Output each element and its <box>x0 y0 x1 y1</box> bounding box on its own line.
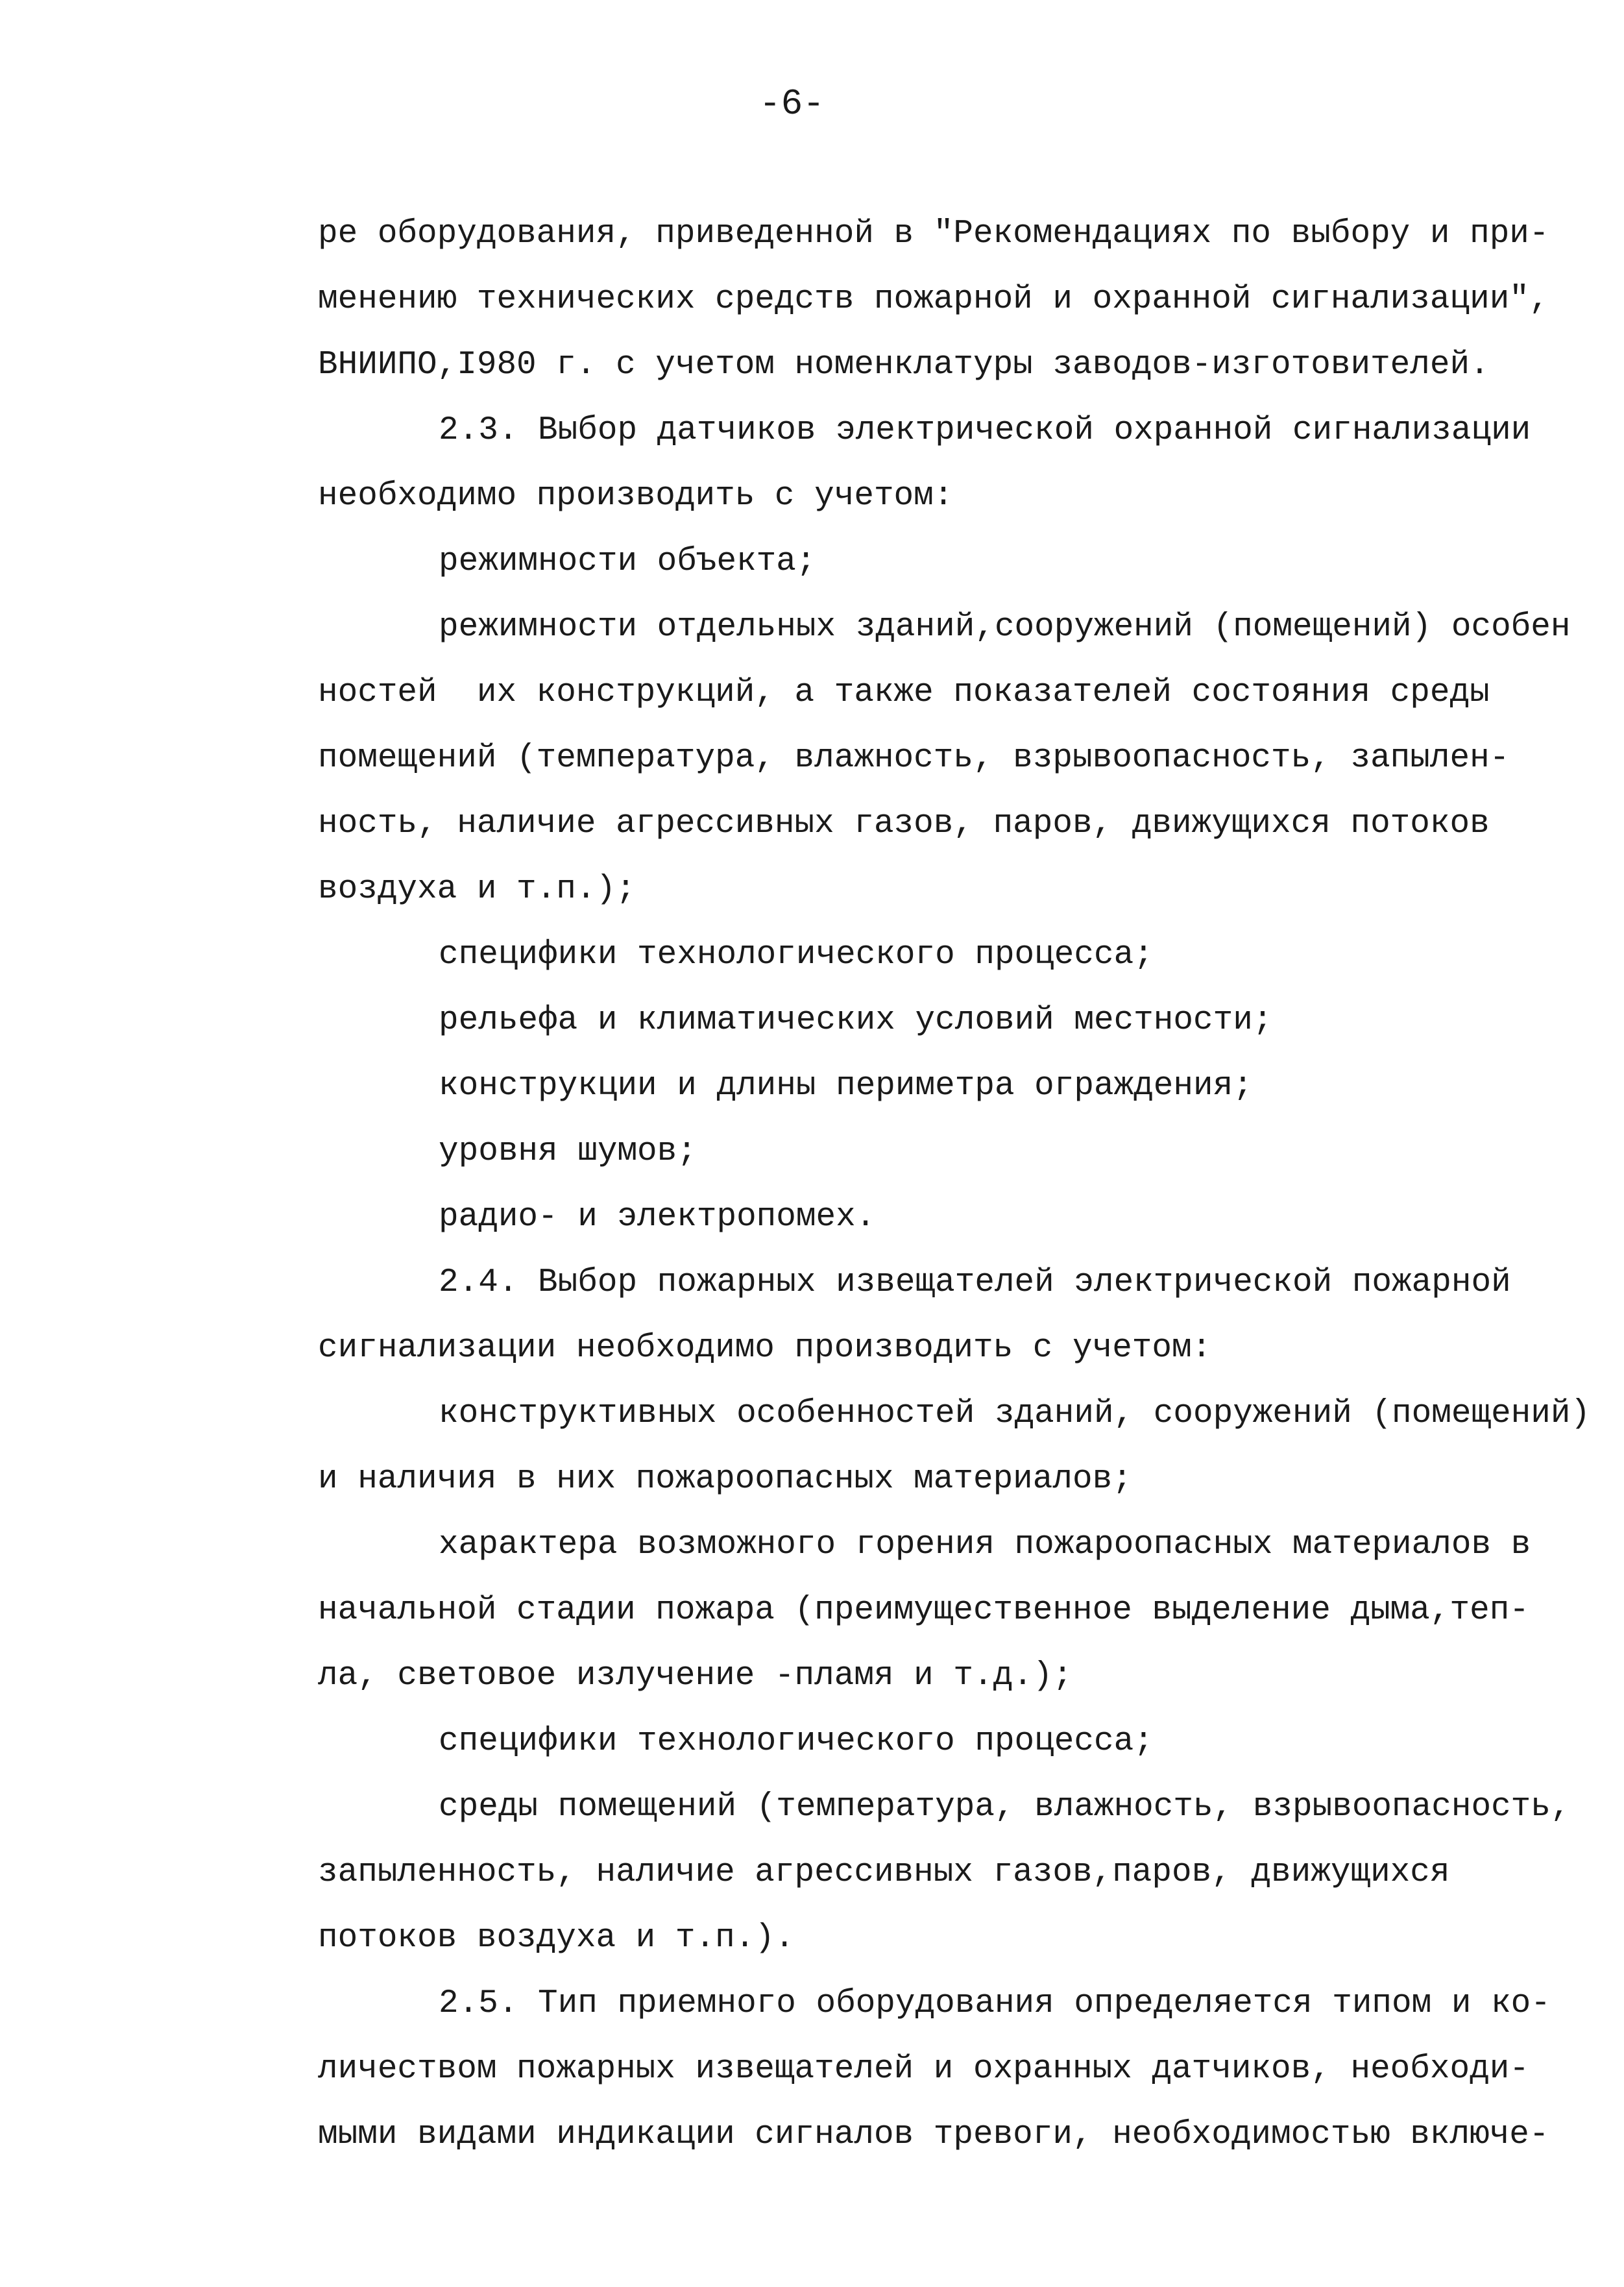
section-heading-line: 2.3. Выбор датчиков электрической охранной сигнализации <box>439 412 1531 449</box>
list-item-line: конструкции и длины периметра ограждения; <box>439 1068 1253 1105</box>
text-line: потоков воздуха и т.п.). <box>318 1920 795 1957</box>
text-line: и наличия в них пожароопасных материалов; <box>318 1461 1132 1498</box>
list-item-line: специфики технологического процесса; <box>439 1723 1154 1760</box>
list-item-line: среды помещений (температура, влажность, взрывоопасность, <box>439 1789 1571 1826</box>
body-text <box>318 201 1590 2168</box>
text-line: ность, наличие агрессивных газов, паров, движущихся потоков <box>318 805 1490 842</box>
text-line: ре оборудования, приведенной в "Рекомендациях по выбору и при- <box>318 215 1549 252</box>
text-line: ностей их конструкций, а также показателей состояния среды <box>318 674 1490 711</box>
text-line: начальной стадии пожара (преимущественное выделение дыма,теп- <box>318 1592 1529 1629</box>
list-item-line: уровня шумов; <box>439 1133 697 1170</box>
list-item-line: радио- и электропомех. <box>439 1199 876 1236</box>
section-heading-line: 2.5. Тип приемного оборудования определяется типом и ко- <box>439 1985 1551 2022</box>
section-heading-line: 2.4. Выбор пожарных извещателей электрической пожарной <box>439 1264 1511 1301</box>
text-line: менению технических средств пожарной и охранной сигнализации", <box>318 281 1549 318</box>
text-line: воздуха и т.п.); <box>318 871 636 908</box>
list-item-line: режимности отдельных зданий,сооружений (помещений) особен <box>439 609 1571 646</box>
list-item-line: конструктивных особенностей зданий, сооружений (помещений) <box>439 1395 1591 1432</box>
list-item-line: режимности объекта; <box>439 543 816 580</box>
text-line: личеством пожарных извещателей и охранных датчиков, необходи- <box>318 2051 1529 2088</box>
text-line: запыленность, наличие агрессивных газов,паров, движущихся <box>318 1854 1450 1891</box>
list-item-line: характера возможного горения пожароопасных материалов в <box>439 1526 1531 1563</box>
text-line: ВНИИПО,I980 г. с учетом номенклатуры заводов-изготовителей. <box>318 347 1490 384</box>
text-line: помещений (температура, влажность, взрывоопасность, запылен- <box>318 740 1510 777</box>
list-item-line: специфики технологического процесса; <box>439 936 1154 973</box>
text-line: мыми видами индикации сигналов тревоги, необходимостью включе- <box>318 2116 1549 2153</box>
text-line: ла, световое излучение -пламя и т.д.); <box>318 1657 1073 1694</box>
page-number: -6- <box>759 83 825 125</box>
text-line: необходимо производить с учетом: <box>318 478 954 515</box>
text-line: сигнализации необходимо производить с учетом: <box>318 1330 1212 1367</box>
list-item-line: рельефа и климатических условий местности; <box>439 1002 1273 1039</box>
